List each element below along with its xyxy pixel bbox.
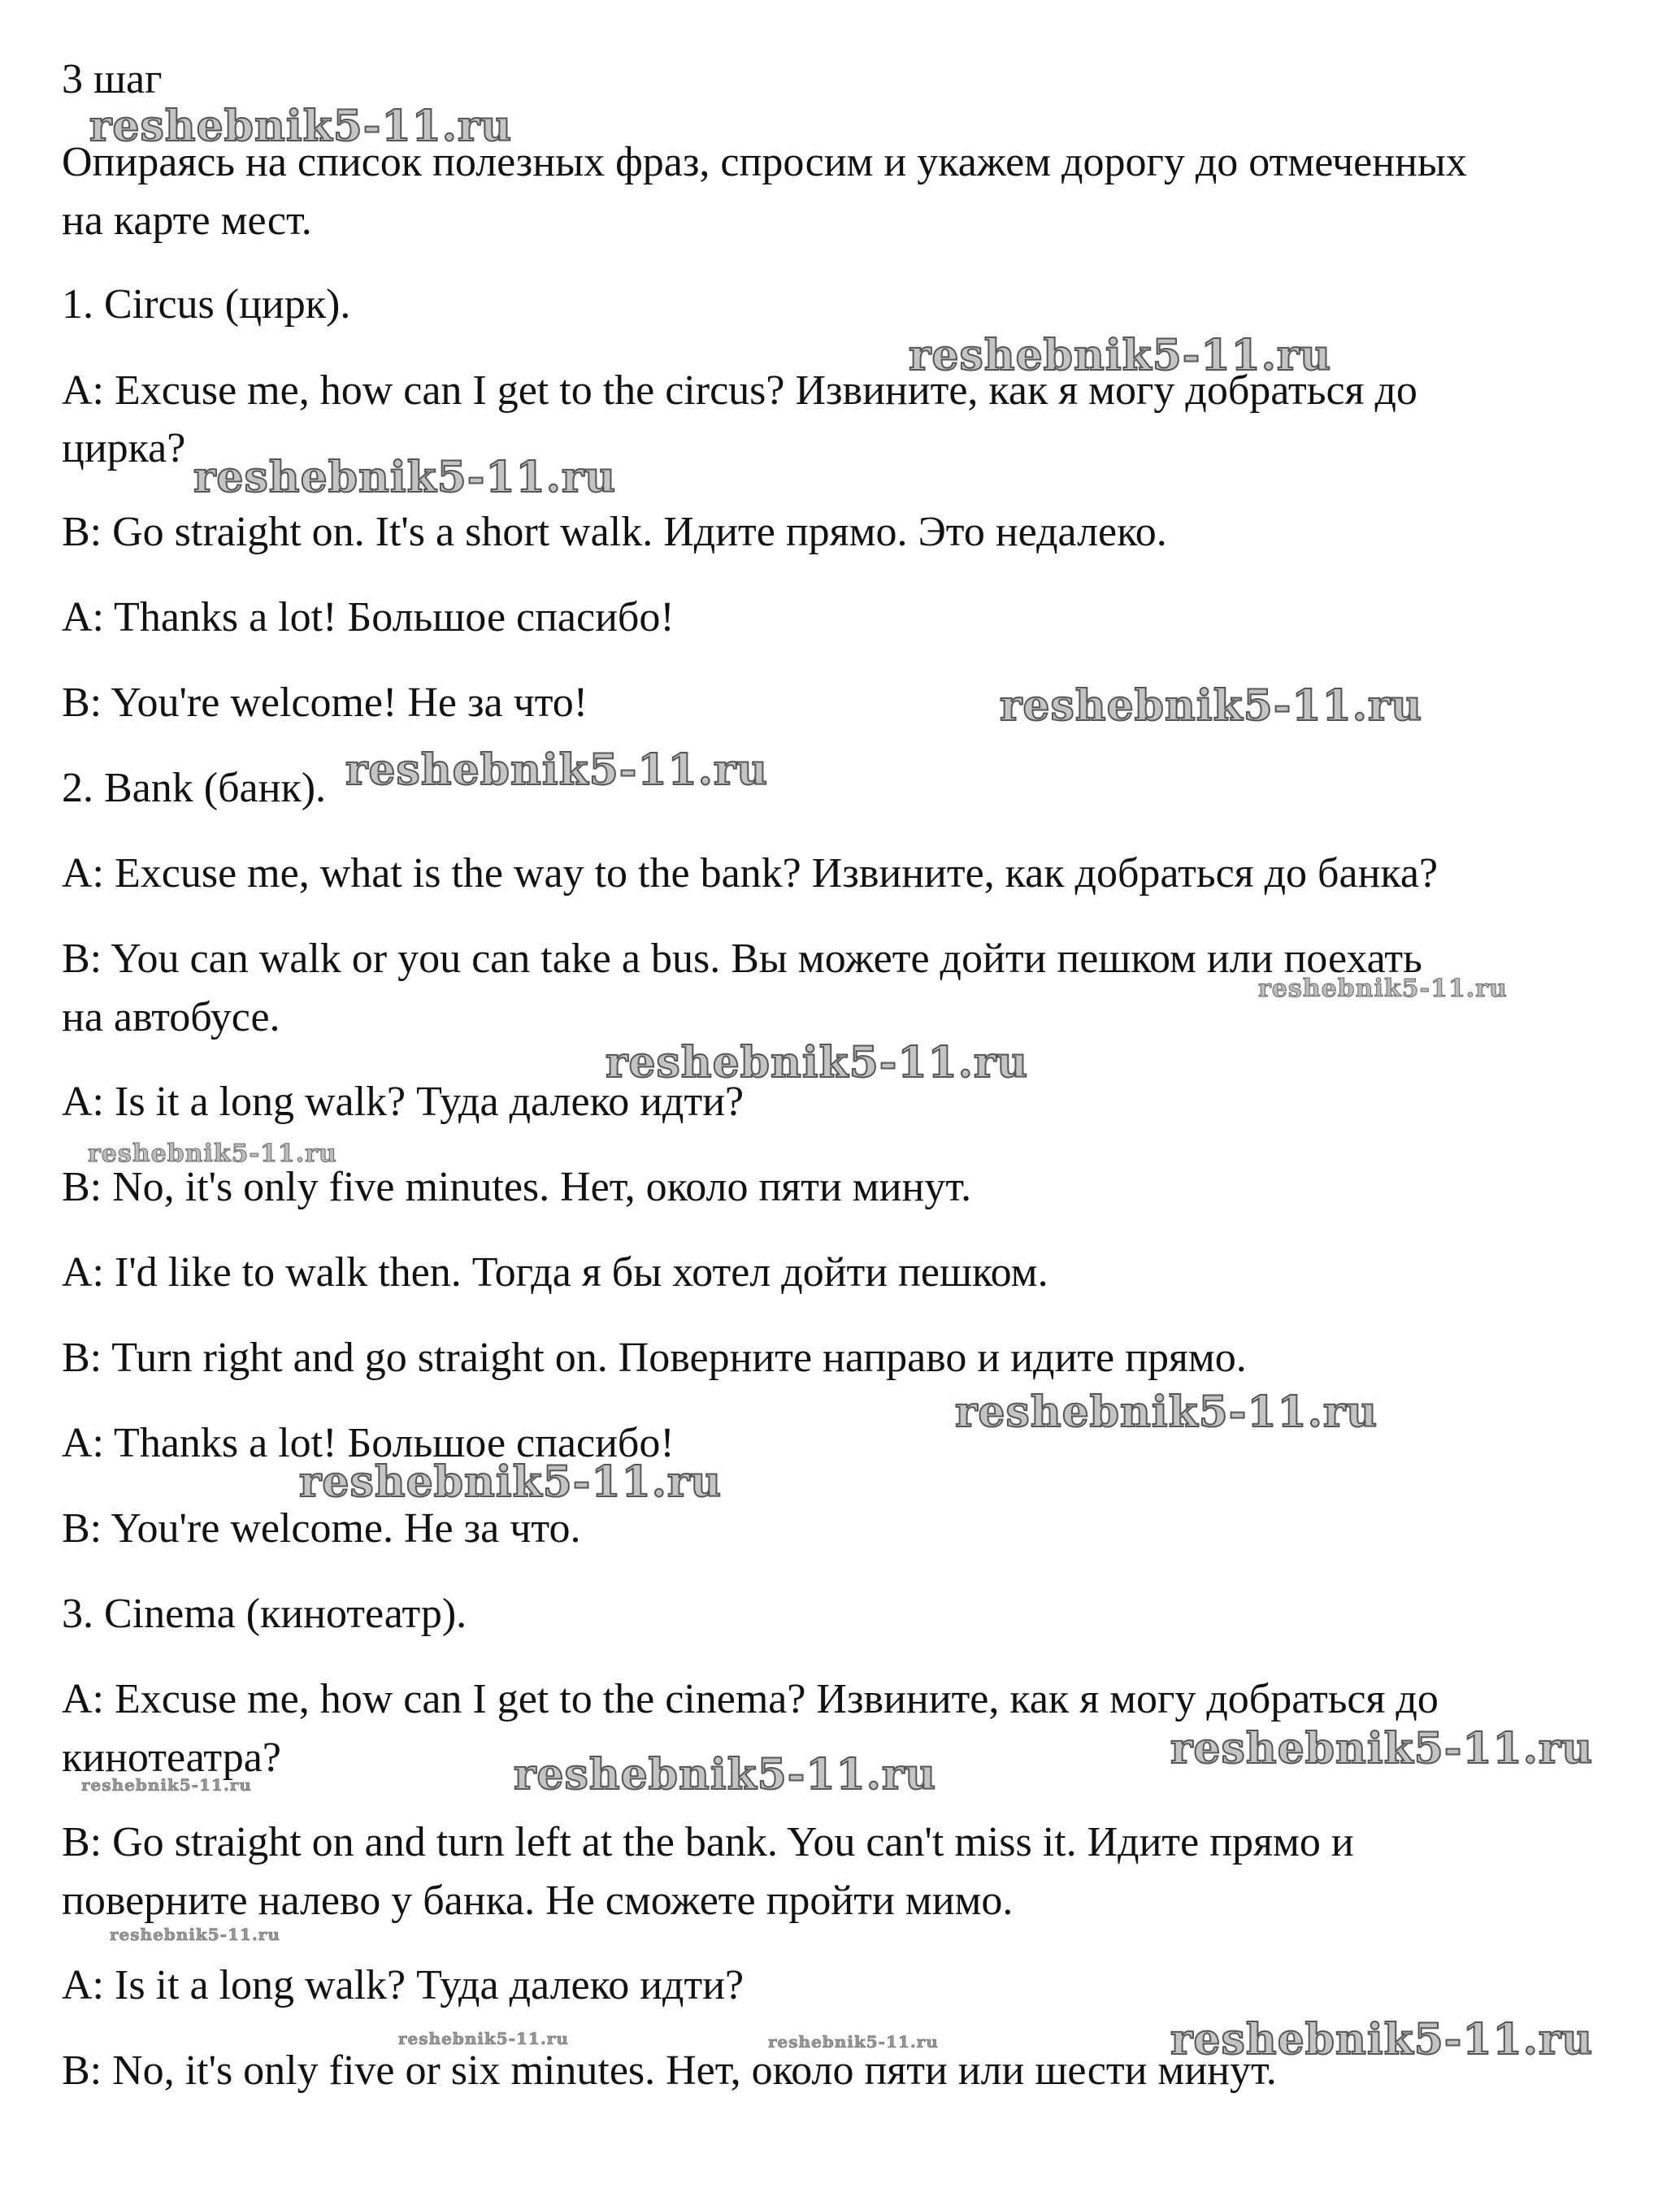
dialogue-3-line: A: Is it a long walk? Туда далеко идти? — [62, 1962, 744, 2008]
dialogue-2-line: на автобусе. — [62, 994, 280, 1040]
watermark: reshebnik5-11.ru — [193, 453, 617, 502]
watermark: reshebnik5-11.ru — [514, 1750, 937, 1800]
dialogue-2-line: B: You're welcome. Не за что. — [62, 1505, 581, 1552]
watermark: reshebnik5-11.ru — [955, 1387, 1378, 1437]
dialogue-1-line: B: You're welcome! Не за что! — [62, 679, 588, 726]
dialogue-3-line: кинотеатра? — [62, 1735, 281, 1781]
dialogue-1-line: цирка? — [62, 425, 186, 471]
watermark: reshebnik5-11.ru — [81, 1775, 252, 1795]
dialogue-3-line: B: No, it's only five or six minutes. Нет, около пяти или шести минут. — [62, 2047, 1277, 2094]
dialogue-2-line: A: Excuse me, what is the way to the bank? Извините, как добраться до банка? — [62, 850, 1439, 897]
dialogue-2-line: A: Is it a long walk? Туда далеко идти? — [62, 1079, 744, 1125]
watermark: reshebnik5-11.ru — [909, 331, 1332, 380]
watermark: reshebnik5-11.ru — [1000, 681, 1423, 731]
dialogue-2-line: A: Thanks a lot! Большое спасибо! — [62, 1420, 675, 1466]
dialogue-1-line: A: Thanks a lot! Большое спасибо! — [62, 594, 675, 640]
watermark: reshebnik5-11.ru — [398, 2029, 569, 2048]
dialogue-3-line: A: Excuse me, how can I get to the cinema? Извините, как я могу добраться до — [62, 1676, 1439, 1722]
watermark: reshebnik5-11.ru — [88, 1140, 337, 1168]
watermark: reshebnik5-11.ru — [345, 745, 769, 795]
watermark: reshebnik5-11.ru — [299, 1457, 723, 1507]
dialogue-1-heading: 1. Circus (цирк). — [62, 281, 351, 328]
watermark: reshebnik5-11.ru — [768, 2032, 939, 2052]
dialogue-3-line: B: Go straight on and turn left at the bank. You can't miss it. Идите прямо и — [62, 1819, 1354, 1865]
dialogue-2-line: B: No, it's only five minutes. Нет, около пяти минут. — [62, 1164, 972, 1210]
dialogue-2-line: B: You can walk or you can take a bus. Вы можете дойти пешком или поехать — [62, 936, 1422, 982]
watermark: reshebnik5-11.ru — [1258, 975, 1508, 1003]
dialogue-3-line: поверните налево у банка. Не сможете пройти мимо. — [62, 1878, 1014, 1924]
dialogue-2-line: B: Turn right and go straight on. Поверните направо и идите прямо. — [62, 1335, 1247, 1381]
dialogue-2-line: A: I'd like to walk then. Тогда я бы хотел дойти пешком. — [62, 1249, 1048, 1296]
intro-line-1: Опираясь на список полезных фраз, спросим и укажем дорогу до отмеченных — [62, 139, 1467, 185]
watermark: reshebnik5-11.ru — [110, 1925, 280, 1944]
dialogue-1-line: A: Excuse me, how can I get to the circus? Извините, как я могу добраться до — [62, 367, 1417, 414]
dialogue-3-heading: 3. Cinema (кинотеатр). — [62, 1591, 467, 1637]
watermark: reshebnik5-11.ru — [89, 102, 513, 151]
watermark: reshebnik5-11.ru — [1170, 1724, 1594, 1774]
watermark: reshebnik5-11.ru — [1170, 2015, 1594, 2065]
dialogue-1-line: B: Go straight on. It's a short walk. Идите прямо. Это недалеко. — [62, 509, 1167, 555]
intro-line-2: на карте мест. — [62, 198, 312, 244]
dialogue-2-heading: 2. Bank (банк). — [62, 765, 327, 811]
watermark: reshebnik5-11.ru — [606, 1038, 1029, 1088]
step-title: 3 шаг — [62, 56, 163, 102]
